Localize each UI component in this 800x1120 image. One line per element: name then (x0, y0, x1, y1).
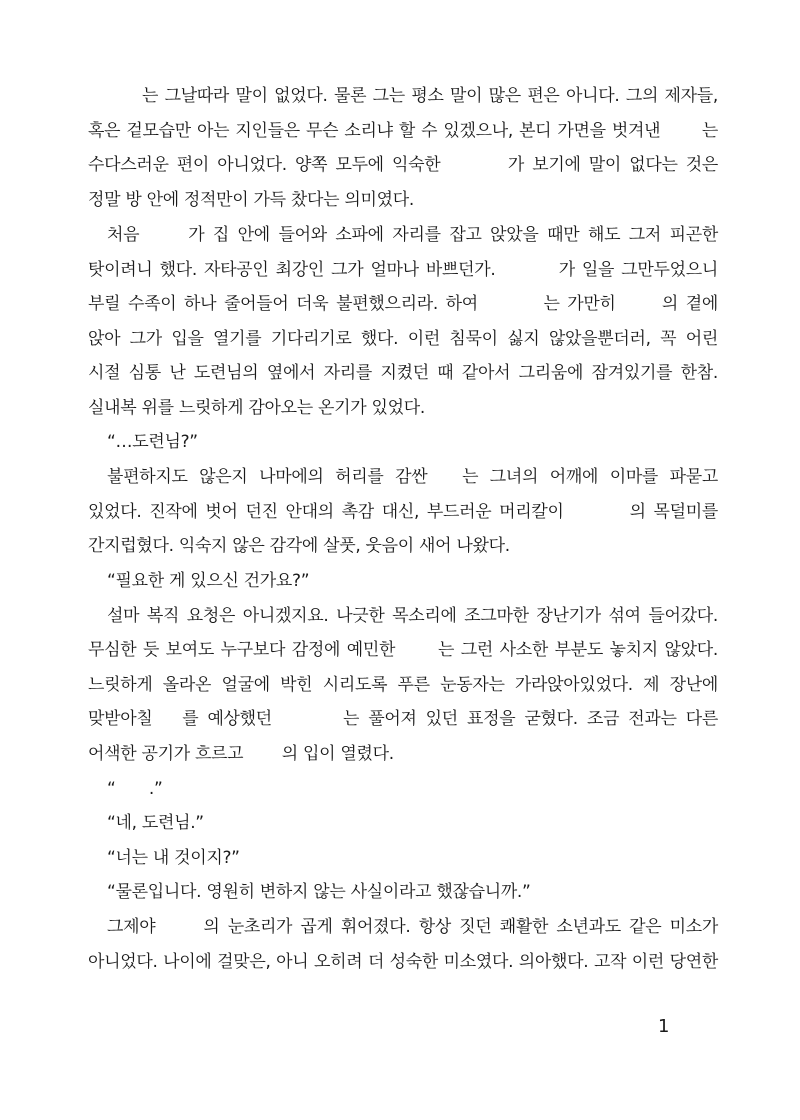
dialogue-line: “…도련님?” (107, 432, 198, 452)
text-line: 정말 방 안에 정적만이 가득 찼다는 의미였다. (88, 190, 414, 210)
page-number: 1 (658, 1016, 670, 1037)
dialogue-line: “너는 내 것이지?” (107, 848, 240, 868)
text-line: 수다스러운 편이 아니었다. 양쪽 모두에 익숙한 가 보기에 말이 없다는 것은 (88, 155, 718, 175)
text-line: 그제야 의 눈초리가 곱게 휘어졌다. 항상 짓던 쾌활한 소년과도 같은 미소가 (107, 917, 718, 937)
text-line: 탓이려니 했다. 자타공인 최강인 그가 얼마나 바쁘던가. 가 일을 그만두었으니 (88, 260, 718, 280)
dialogue-line: “필요한 게 있으신 건가요?” (107, 571, 310, 591)
text-line: 있었다. 진작에 벗어 던진 안대의 촉감 대신, 부드러운 머리칼이 의 목덜미를 (88, 502, 718, 522)
text-line: 느릿하게 올라온 얼굴에 박힌 시리도록 푸른 눈동자는 가라앉아있었다. 제 장난에 (88, 675, 718, 695)
dialogue-line: “물론입니다. 영원히 변하지 않는 사실이라고 했잖습니까.” (107, 882, 531, 902)
text-line: 처음 가 집 안에 들어와 소파에 자리를 잡고 앉았을 때만 해도 그저 피곤한 (107, 225, 718, 245)
dialogue-line: “네, 도련님.” (107, 813, 204, 833)
text-line: 앉아 그가 입을 열기를 기다리기로 했다. 이런 침묵이 싫지 않았을뿐더러, 꼭 어린 (88, 329, 718, 349)
text-line: 맞받아칠 를 예상했던 는 풀어져 있던 표정을 굳혔다. 조금 전과는 다른 (88, 709, 718, 729)
text-line: 설마 복직 요청은 아니겠지요. 나긋한 목소리에 조그마한 장난기가 섞여 들어갔다. (107, 606, 718, 626)
text-line: 실내복 위를 느릿하게 감아오는 온기가 있었다. (88, 398, 425, 418)
dialogue-line: “ .” (107, 779, 163, 799)
text-line: 어색한 공기가 흐르고 의 입이 열렸다. (88, 744, 394, 764)
text-line: 혹은 겉모습만 아는 지인들은 무슨 소리냐 할 수 있겠으나, 본디 가면을 벗겨낸 는 (88, 121, 718, 141)
text-line: 아니었다. 나이에 걸맞은, 아니 오히려 더 성숙한 미소였다. 의아했다. 고작 이런 당연한 (88, 952, 718, 972)
text-line: 무심한 듯 보여도 누구보다 감정에 예민한 는 그런 사소한 부분도 놓치지 않았다. (88, 640, 718, 660)
text-line: 부릴 수족이 하나 줄어들어 더욱 불편했으리라. 하여 는 가만히 의 곁에 (88, 294, 718, 314)
text-line: 불편하지도 않은지 나마에의 허리를 감싼 는 그녀의 어깨에 이마를 파묻고 (107, 467, 718, 487)
text-line: 간지럽혔다. 익숙지 않은 감각에 살풋, 웃음이 새어 나왔다. (88, 536, 510, 556)
text-line: 는 그날따라 말이 없었다. 물론 그는 평소 말이 많은 편은 아니다. 그의 제자들, (88, 86, 718, 106)
text-line: 시절 심통 난 도련님의 옆에서 자리를 지켰던 때 같아서 그리움에 잠겨있기를 한참. (88, 363, 718, 383)
